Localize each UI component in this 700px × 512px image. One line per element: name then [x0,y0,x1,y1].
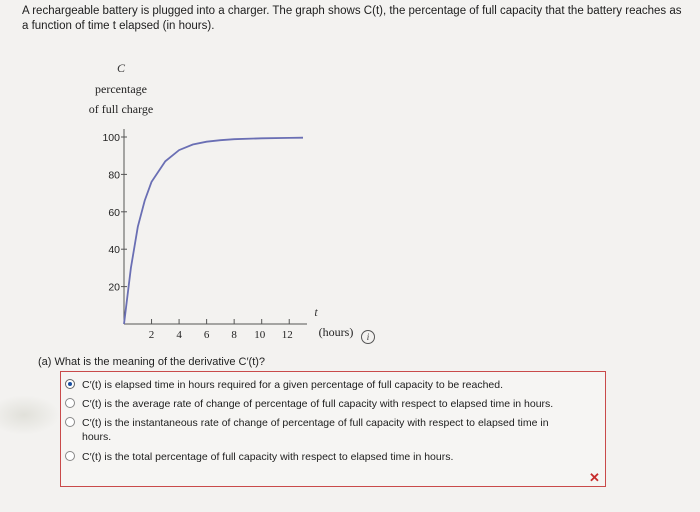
x-tick-label-12: 12 [281,329,293,341]
option-2-text: C′(t) is the average rate of change of percentage of full capacity with respect to elapsed time in hours. [82,398,554,410]
x-tick-label-4: 4 [176,329,182,341]
answer-options [60,371,606,487]
x-tick-label-10: 10 [254,329,266,341]
option-4-text: C′(t) is the total percentage of full capacity with respect to elapsed time in hours. [82,451,454,463]
chart-axes [124,129,307,324]
info-icon[interactable]: i [361,330,375,344]
radio-option-4[interactable] [65,451,75,461]
incorrect-x-icon: ✕ [589,470,600,485]
y-tick-label-20: 20 [108,281,120,294]
option-1-text: C′(t) is elapsed time in hours required for a given percentage of full capacity to be reached. [82,379,504,391]
x-var-label: t [314,305,318,319]
x-tick-label-8: 8 [231,329,237,341]
radio-option-2[interactable] [65,398,75,408]
radio-option-3[interactable] [65,417,75,427]
y-axis-label-line1: percentage [95,82,147,96]
y-tick-label-80: 80 [108,169,120,182]
capacity-curve [124,138,303,324]
y-var-label: C [116,61,126,75]
x-axis-label: (hours) [318,325,354,339]
problem-statement: A rechargeable battery is plugged into a charger. The graph shows C(t), the percentage of full capacity that the battery reaches as a function of time t elapsed (in hours). [22,5,682,32]
question-a: (a) What is the meaning of the derivative C′(t)? [38,356,266,368]
y-tick-label-60: 60 [108,206,120,219]
y-tick-label-40: 40 [108,244,120,257]
option-3-text: C′(t) is the instantaneous rate of change of percentage of full capacity with respect to elapsed time in [82,417,549,429]
x-tick-label-6: 6 [203,329,210,341]
y-axis-label-line2: of full charge [88,102,154,116]
option-3-text-cont: hours. [82,431,112,443]
x-tick-label-2: 2 [148,329,155,341]
screen-glare [0,395,60,435]
y-tick-label-100: 100 [102,132,120,144]
radio-option-1[interactable] [65,379,75,389]
